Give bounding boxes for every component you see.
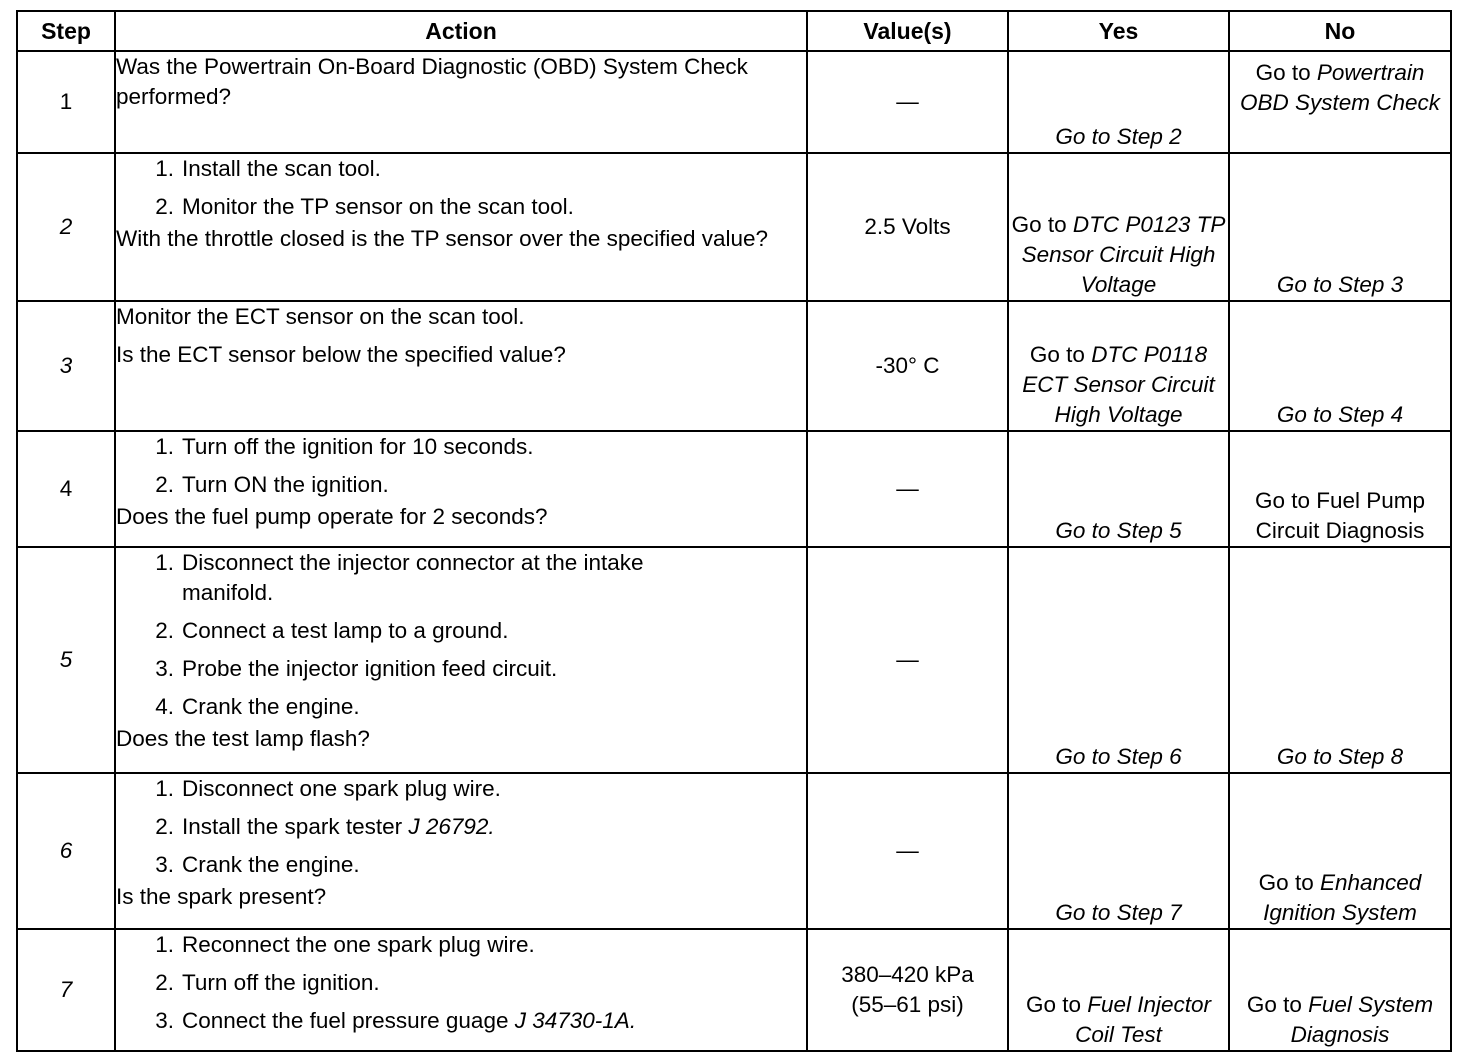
action-steps [116, 154, 806, 222]
table-row [17, 431, 1451, 547]
header-step: Step [17, 11, 115, 51]
yes-cell [1008, 153, 1229, 301]
yes-text-ref: DTC P0118 ECT Sensor Circuit High Voltage [1022, 342, 1215, 427]
step-index: 2. [155, 814, 174, 839]
yes-text-prefix: Go to [1029, 342, 1092, 367]
step-index: 1. [155, 156, 174, 181]
no-text-ref: Enhanced Ignition System [1263, 870, 1422, 925]
yes-cell [1008, 431, 1229, 547]
step-text: Disconnect the injector connector at the intake manifold. [182, 550, 644, 605]
action-step [116, 968, 806, 998]
step-index: 1. [155, 550, 174, 575]
yes-text: Go to Step 2 [1055, 124, 1182, 149]
tool-ref: J 34730-1A. [514, 1008, 637, 1033]
no-cell [1229, 301, 1451, 431]
table-row [17, 51, 1451, 153]
no-text-ref: Fuel System Diagnosis [1290, 992, 1434, 1047]
yes-text: Go to Step 7 [1055, 900, 1182, 925]
step-number: 6 [17, 773, 115, 929]
no-text-prefix: Go to [1246, 992, 1309, 1017]
step-text: Disconnect one spark plug wire. [182, 776, 501, 801]
action-steps [116, 774, 806, 880]
action-step [116, 850, 806, 880]
table-row [17, 773, 1451, 929]
action-text: Monitor the ECT sensor on the scan tool. [116, 304, 525, 329]
action-cell [115, 431, 807, 547]
yes-text-prefix: Go to [1025, 992, 1088, 1017]
value-cell: -30° C [807, 301, 1008, 431]
table-row [17, 301, 1451, 431]
action-step [116, 812, 806, 842]
action-step [116, 548, 806, 608]
action-cell [115, 773, 807, 929]
action-step [116, 432, 806, 462]
value-cell: — [807, 431, 1008, 547]
action-question: Does the fuel pump operate for 2 seconds? [116, 504, 548, 529]
step-index: 1. [155, 932, 174, 957]
action-question: Does the test lamp flash? [116, 726, 370, 751]
action-step [116, 774, 806, 804]
value-cell [807, 929, 1008, 1051]
step-text: Install the scan tool. [182, 156, 381, 181]
step-number: 5 [17, 547, 115, 773]
header-values: Value(s) [807, 11, 1008, 51]
action-text: Was the Powertrain On-Board Diagnostic (OBD) System Check performed? [116, 54, 748, 109]
step-text: Connect a test lamp to a ground. [182, 618, 509, 643]
step-number: 7 [17, 929, 115, 1051]
action-step [116, 616, 806, 646]
no-text-ref: Powertrain OBD System Check [1239, 60, 1441, 115]
yes-cell [1008, 51, 1229, 153]
action-cell [115, 51, 807, 153]
step-index: 1. [155, 434, 174, 459]
yes-cell [1008, 301, 1229, 431]
action-step [116, 654, 806, 684]
table-row [17, 929, 1451, 1051]
no-cell [1229, 153, 1451, 301]
step-text: Reconnect the one spark plug wire. [182, 932, 535, 957]
value-cell: — [807, 51, 1008, 153]
step-number: 2 [17, 153, 115, 301]
step-number: 3 [17, 301, 115, 431]
yes-text-prefix: Go to [1011, 212, 1073, 237]
yes-cell [1008, 547, 1229, 773]
no-text: Go to Step 3 [1276, 272, 1404, 297]
step-index: 1. [155, 776, 174, 801]
step-index: 3. [155, 1008, 174, 1033]
step-number: 1 [17, 51, 115, 153]
step-text: Turn off the ignition for 10 seconds. [182, 434, 534, 459]
step-index: 3. [155, 656, 174, 681]
no-text: Go to Step 4 [1276, 402, 1404, 427]
action-cell [115, 929, 807, 1051]
no-cell [1229, 547, 1451, 773]
no-text-prefix: Go to [1255, 60, 1317, 85]
value-line: 380–420 kPa [841, 962, 974, 987]
step-index: 2. [155, 970, 174, 995]
step-index: 2. [155, 194, 174, 219]
step-index: 4. [155, 694, 174, 719]
yes-cell [1008, 929, 1229, 1051]
no-cell: Go to Fuel Pump Circuit Diagnosis [1229, 431, 1451, 547]
action-step [116, 1006, 806, 1036]
action-cell [115, 547, 807, 773]
tool-ref: J 26792. [408, 814, 495, 839]
action-question: Is the spark present? [116, 884, 327, 909]
action-question: With the throttle closed is the TP sensor over the specified value? [116, 226, 769, 251]
value-cell: 2.5 Volts [807, 153, 1008, 301]
step-index: 2. [155, 472, 174, 497]
table-row [17, 547, 1451, 773]
action-step [116, 930, 806, 960]
action-step [116, 192, 806, 222]
no-cell [1229, 51, 1451, 153]
yes-text-ref: DTC P0123 TP Sensor Circuit High Voltage [1021, 212, 1226, 297]
step-index: 3. [155, 852, 174, 877]
no-cell [1229, 929, 1451, 1051]
action-cell [115, 153, 807, 301]
yes-text-ref: Fuel Injector Coil Test [1075, 992, 1212, 1047]
step-text: Crank the engine. [182, 852, 360, 877]
yes-cell [1008, 773, 1229, 929]
action-steps [116, 930, 806, 1036]
step-number: 4 [17, 431, 115, 547]
action-steps [116, 432, 806, 500]
step-text: Monitor the TP sensor on the scan tool. [182, 194, 574, 219]
no-text: Go to Step 8 [1276, 744, 1404, 769]
value-cell: — [807, 547, 1008, 773]
action-step [116, 154, 806, 184]
value-line: (55–61 psi) [851, 992, 964, 1017]
header-no: No [1229, 11, 1451, 51]
action-step [116, 470, 806, 500]
step-text: Probe the injector ignition feed circuit. [182, 656, 558, 681]
step-text: Turn ON the ignition. [182, 472, 389, 497]
value-cell: — [807, 773, 1008, 929]
action-step [116, 692, 806, 722]
yes-text: Go to Step 6 [1055, 744, 1182, 769]
step-text: Turn off the ignition. [182, 970, 380, 995]
step-text: Install the spark tester [182, 814, 409, 839]
no-cell [1229, 773, 1451, 929]
no-text-prefix: Go to [1258, 870, 1320, 895]
diagnostic-table [16, 10, 1452, 1052]
yes-text: Go to Step 5 [1055, 518, 1182, 543]
step-index: 2. [155, 618, 174, 643]
step-text: Connect the fuel pressure guage [182, 1008, 515, 1033]
action-cell [115, 301, 807, 431]
table-row [17, 153, 1451, 301]
header-yes: Yes [1008, 11, 1229, 51]
header-row [17, 11, 1451, 51]
action-question: Is the ECT sensor below the specified value? [116, 342, 566, 367]
action-steps [116, 548, 806, 722]
step-text: Crank the engine. [182, 694, 360, 719]
header-action: Action [115, 11, 807, 51]
